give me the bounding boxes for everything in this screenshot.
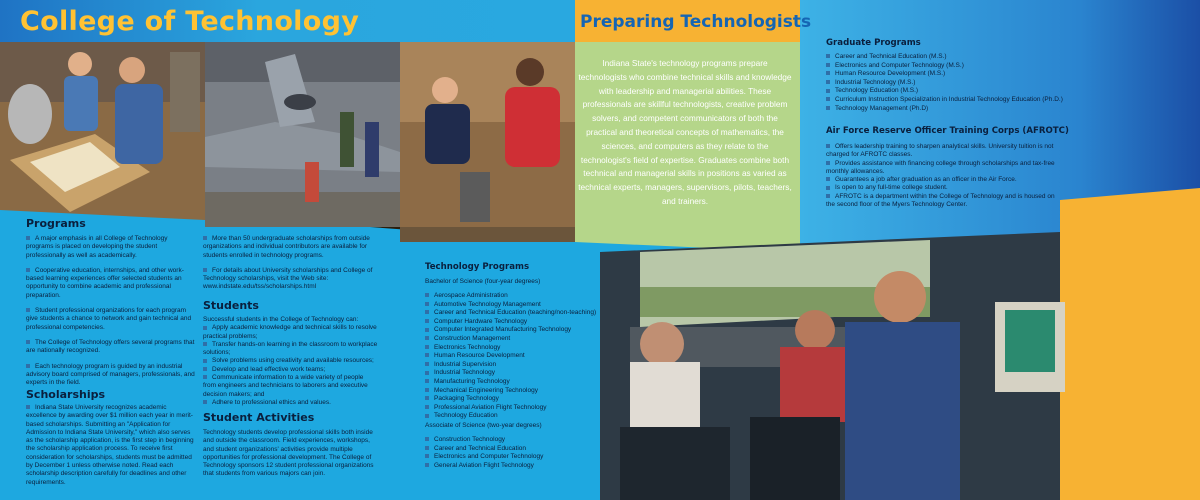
bullet-icon (826, 63, 830, 67)
list-item: Industrial Technology (425, 369, 596, 378)
bs-list (425, 292, 596, 421)
list-item: Is open to any full-time college student. (826, 184, 1056, 192)
student-activities-body: Technology students develop professional skills both inside and outside the classroom. Field experiences, workshops, and student organizations' activities provide multiple opportunities for professional development. The College of Technology sponsors 12 student professional organizations that students from various majors can join. (203, 429, 374, 478)
bullet-icon (826, 177, 830, 181)
bullet-icon (425, 396, 429, 400)
students-assembling-photo (0, 42, 205, 220)
bullet-icon (203, 375, 207, 379)
list-item: Human Resource Development (M.S.) (826, 70, 1063, 79)
list-item: Guarantees a job after graduation as an officer in the Air Force. (826, 176, 1056, 184)
bullet-icon (203, 359, 207, 363)
bullet-icon (826, 80, 830, 84)
list-item: Career and Technical Education (425, 445, 543, 454)
bullet-icon (425, 319, 429, 323)
bullet-icon (826, 144, 830, 148)
list-item: Electronics and Computer Technology (M.S.) (826, 62, 1063, 71)
fighter-jet-photo (205, 42, 400, 227)
bullet-icon (26, 236, 30, 240)
bullet-icon (203, 236, 207, 240)
bullet-icon (26, 268, 30, 272)
list-item: Electronics and Computer Technology (425, 453, 543, 462)
flight-simulator-photo (600, 232, 1100, 500)
list-item: Computer Hardware Technology (425, 318, 596, 327)
bullet-icon (826, 54, 830, 58)
bullet-icon (203, 367, 207, 371)
programs-body (26, 235, 196, 394)
scholarships-paragraph: For details about University scholarships and College of Technology scholarships, visit the Web site: www.indstate.edu/tss/scholarships.html (203, 266, 373, 291)
afrotc-list (826, 143, 1056, 209)
list-item: Transfer hands-on learning in the classroom to workplace solutions; (203, 340, 378, 357)
bullet-icon (826, 161, 830, 165)
programs-title: Programs (26, 217, 86, 230)
bullet-icon (425, 336, 429, 340)
list-item: Human Resource Development (425, 352, 596, 361)
bullet-icon (425, 405, 429, 409)
as-label: Associate of Science (two-year degrees) (425, 422, 542, 429)
students-intro: Successful students in the College of Technology can: (203, 316, 359, 323)
bullet-icon (203, 400, 207, 404)
list-item: Career and Technical Education (M.S.) (826, 53, 1063, 62)
list-item: Technology Education (M.S.) (826, 87, 1063, 96)
bullet-icon (425, 388, 429, 392)
scholarships-body (26, 404, 196, 494)
bullet-icon (425, 302, 429, 306)
graduate-list (826, 53, 1063, 113)
page-title: College of Technology (20, 6, 360, 37)
list-item: Apply academic knowledge and technical skills to resolve practical problems; (203, 324, 377, 340)
list-item: AFROTC is a department within the College of Technology and is housed on the second floor of the Myers Technology Center. (826, 192, 1055, 209)
bullet-icon (425, 362, 429, 366)
graduate-title: Graduate Programs (826, 38, 921, 48)
tech-programs-title: Technology Programs (425, 262, 530, 272)
list-item: Construction Management (425, 335, 596, 344)
bullet-icon (203, 326, 207, 330)
student-activities-title: Student Activities (203, 411, 315, 424)
bullet-icon (425, 437, 429, 441)
bullet-icon (203, 342, 207, 346)
list-item: Curriculum Instruction Specialization in Industrial Technology Education (Ph.D.) (826, 96, 1063, 105)
preparing-body: Indiana State's technology programs prepare technologists who combine technical skills and knowledge with leadership and managerial abilities. These professionals are skillful technologists, creative problem solvers, and competent communicators of both the practical and theoretical concepts of mathematics, the sciences, and computers as they relate to the technologist's field of expertise. Graduates combine both technical and managerial skills in positions as varied as technical experts, managers, supervisors, pilots, teachers, and trainers. (578, 58, 792, 206)
bullet-icon (26, 364, 30, 368)
bullet-icon (826, 194, 830, 198)
list-item: Technology Education (425, 412, 596, 421)
bullet-icon (826, 106, 830, 110)
afrotc-title: Air Force Reserve Officer Training Corps (AFROTC) (826, 126, 1069, 136)
list-item: Offers leadership training to sharpen analytical skills. University tuition is not charged for AFROTC classes. (826, 143, 1054, 159)
list-item: Aerospace Administration (425, 292, 596, 301)
bullet-icon (425, 353, 429, 357)
scholarships-title: Scholarships (26, 388, 106, 401)
list-item: Computer Integrated Manufacturing Technology (425, 326, 596, 335)
list-item: Electronics Technology (425, 344, 596, 353)
list-item: Manufacturing Technology (425, 378, 596, 387)
bullet-icon (826, 97, 830, 101)
list-item: Provides assistance with financing college through scholarships and tax-free monthly allowances. (826, 159, 1055, 175)
bullet-icon (425, 379, 429, 383)
bullet-icon (425, 310, 429, 314)
list-item: Industrial Technology (M.S.) (826, 79, 1063, 88)
bullet-icon (826, 71, 830, 75)
bullet-icon (26, 405, 30, 409)
programs-paragraph: Student professional organizations for each program give students a chance to network and gain technical and professional competencies. (26, 307, 192, 331)
list-item: Career and Technical Education (teaching/non-teaching) (425, 309, 596, 318)
list-item: Communicate information to a wide variety of people from engineers and technicians to laborers and executive decision makers; and (203, 374, 368, 398)
programs-paragraph: The College of Technology offers several programs that are nationally recognized. (26, 338, 195, 355)
bullet-icon (425, 328, 429, 332)
bullet-icon (425, 345, 429, 349)
instructor-student-photo (400, 42, 575, 242)
bullet-icon (826, 89, 830, 93)
students-title: Students (203, 299, 259, 312)
list-item: Construction Technology (425, 436, 543, 445)
list-item: Technology Management (Ph.D) (826, 105, 1063, 114)
bullet-icon (26, 308, 30, 312)
bullet-icon (425, 371, 429, 375)
bullet-icon (425, 463, 429, 467)
list-item: Automotive Technology Management (425, 301, 596, 310)
bullet-icon (203, 268, 207, 272)
programs-paragraph: Cooperative education, internships, and other work-based learning experiences offer selected students an opportunity to combine academic and professional preparation. (26, 266, 184, 299)
list-item: Adhere to professional ethics and values. (203, 399, 378, 407)
students-body (203, 316, 378, 407)
bullet-icon (26, 340, 30, 344)
list-item: General Aviation Flight Technology (425, 462, 543, 471)
programs-paragraph: A major emphasis in all College of Technology programs is placed on developing the student professionally as well as academically. (26, 235, 168, 259)
bullet-icon (425, 414, 429, 418)
list-item: Solve problems using creativity and available resources; (203, 357, 378, 365)
list-item: Industrial Supervision (425, 361, 596, 370)
list-item: Professional Aviation Flight Technology (425, 404, 596, 413)
bullet-icon (425, 454, 429, 458)
bullet-icon (425, 293, 429, 297)
bullet-icon (425, 446, 429, 450)
scholarships-paragraph: More than 50 undergraduate scholarships from outside organizations and individual contributors are available for students enrolled in technology programs. (203, 235, 370, 259)
bs-label: Bachelor of Science (four-year degrees) (425, 278, 541, 285)
list-item: Develop and lead effective work teams; (203, 366, 378, 374)
bullet-icon (826, 186, 830, 190)
as-list (425, 436, 543, 470)
scholarships-paragraph: Indiana State University recognizes academic excellence by awarding over $1 million each year in merit-based scholarships. Submitting an "Application for Admission to Indiana State University," which also serves as the scholarship application, is the first step in beginning the scholarship application process. To receive first consideration for scholarships, students must be admitted by December 1 unless otherwise noted. Read each scholarship description carefully for deadlines and other requirements. (26, 404, 194, 486)
scholarships-continued (203, 235, 378, 299)
list-item: Packaging Technology (425, 395, 596, 404)
preparing-title: Preparing Technologists (580, 12, 812, 32)
programs-paragraph: Each technology program is guided by an industrial advisory board comprised of managers, professionals, and experts in the field. (26, 362, 195, 387)
list-item: Mechanical Engineering Technology (425, 387, 596, 396)
